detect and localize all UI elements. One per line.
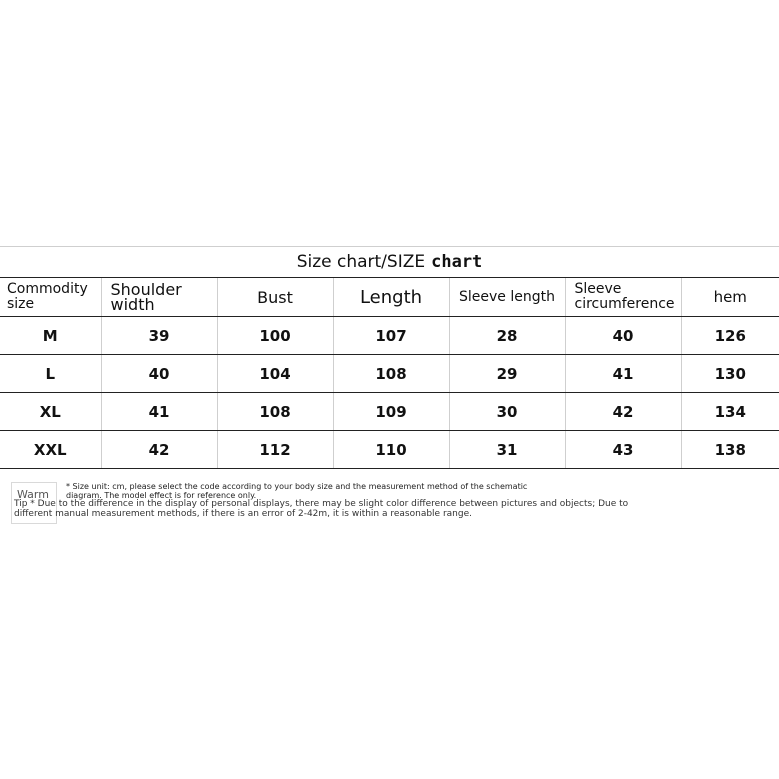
cell-bust: 104 (217, 355, 333, 393)
cell-bust: 108 (217, 393, 333, 431)
header-row (0, 278, 779, 317)
cell-length: 109 (333, 393, 449, 431)
header-bust: Bust (217, 278, 333, 317)
header-sleeve-length: Sleeve length (449, 278, 565, 317)
cell-shoulder: 39 (101, 317, 217, 355)
header-length: Length (333, 278, 449, 317)
cell-sleeve-length: 31 (449, 431, 565, 469)
table-row (0, 317, 779, 355)
cell-sleeve-circumference: 42 (565, 393, 681, 431)
cell-hem: 126 (681, 317, 779, 355)
cell-hem: 138 (681, 431, 779, 469)
cell-hem: 134 (681, 393, 779, 431)
warm-label: Warm (11, 482, 57, 524)
header-sleeve-circ-line2: circumference (574, 296, 675, 312)
cell-bust: 100 (217, 317, 333, 355)
cell-size: XXL (0, 431, 101, 469)
header-commodity-size (0, 278, 101, 317)
cell-hem: 130 (681, 355, 779, 393)
notes-section (0, 480, 779, 530)
cell-size: L (0, 355, 101, 393)
header-sleeve-circumference (565, 278, 681, 317)
header-commodity-line1: Commodity (7, 281, 88, 297)
header-sleeve-circ-line1: Sleeve (574, 281, 622, 297)
size-unit-note: * Size unit: cm, please select the code according to your body size and the measurement method of the schematic diagram. The model effect is for reference only. (66, 482, 528, 500)
table-row (0, 355, 779, 393)
table-row (0, 393, 779, 431)
cell-size: XL (0, 393, 101, 431)
size-chart-title (0, 246, 779, 278)
header-commodity-line2: size (7, 296, 35, 312)
cell-bust: 112 (217, 431, 333, 469)
cell-sleeve-length: 30 (449, 393, 565, 431)
cell-sleeve-length: 29 (449, 355, 565, 393)
cell-sleeve-length: 28 (449, 317, 565, 355)
header-hem: hem (681, 278, 779, 317)
cell-length: 110 (333, 431, 449, 469)
cell-sleeve-circumference: 41 (565, 355, 681, 393)
cell-length: 108 (333, 355, 449, 393)
header-shoulder-width (101, 278, 217, 317)
title-text: Size chart/SIZE (296, 252, 426, 272)
header-shoulder-line2: width (110, 295, 155, 314)
cell-size: M (0, 317, 101, 355)
cell-shoulder: 41 (101, 393, 217, 431)
cell-shoulder: 42 (101, 431, 217, 469)
cell-sleeve-circumference: 40 (565, 317, 681, 355)
tip-note: Tip * Due to the difference in the display of personal displays, there may be slight color difference between pictures and objects; Due to different manual measurement methods, if there is an error of 2-42m, it is within a reasonable range. (14, 499, 629, 519)
table-row (0, 431, 779, 469)
cell-length: 107 (333, 317, 449, 355)
title-bold-text: chart (431, 252, 483, 272)
header-shoulder-line1: Shoulder (110, 280, 182, 299)
cell-sleeve-circumference: 43 (565, 431, 681, 469)
cell-shoulder: 40 (101, 355, 217, 393)
size-table (0, 278, 779, 469)
